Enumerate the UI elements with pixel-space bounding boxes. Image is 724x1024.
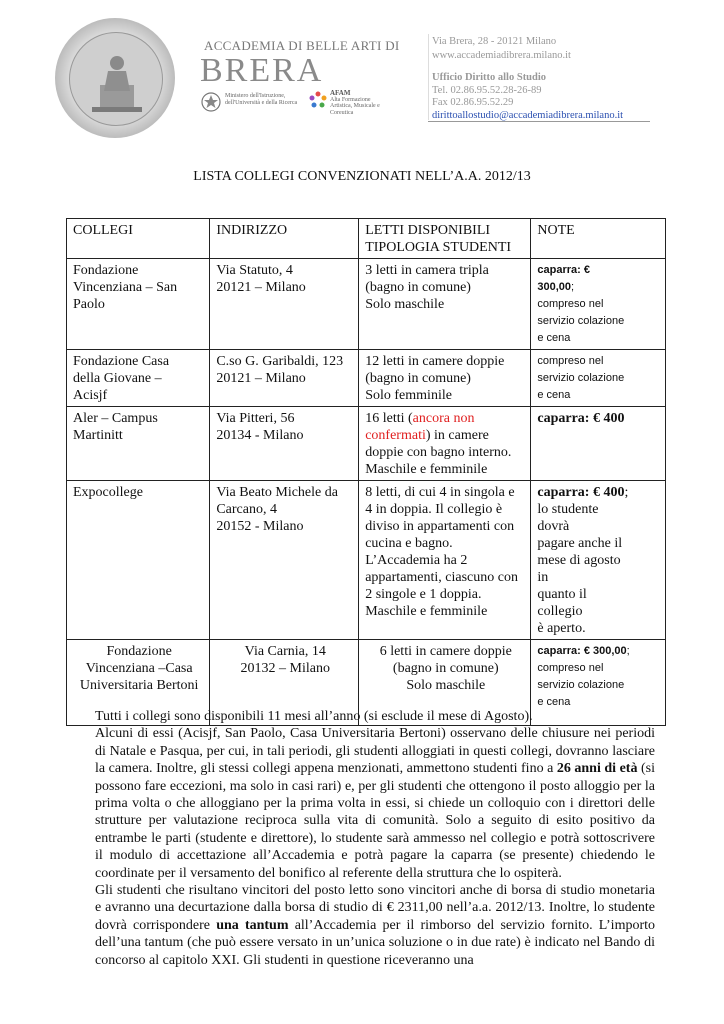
paragraph-availability: Tutti i collegi sono disponibili 11 mesi all’anno (si esclude il mese di Agosto). (95, 709, 533, 724)
academy-line: ACCADEMIA DI BELLE ARTI DI (204, 38, 400, 53)
college-line: Paolo (73, 297, 105, 312)
header-letti-line1: LETTI DISPONIBILI (365, 223, 491, 238)
beds-unconfirmed: ancora non (412, 411, 475, 426)
paragraph-text: Alcuni di essi (Acisjf, San Paolo, Casa Universitaria Bertoni) osservano delle chiusure nei periodi di Natale e Pasqua, per cui, in tali periodi, gli studenti alloggiati in questi collegi, dovranno lasciare la camera. Inoltre, gli stessi collegi appena menzionati, ammettono studenti fino a (95, 726, 655, 777)
note-line: e cena (537, 332, 571, 344)
note-line: è aperto. (537, 621, 586, 636)
header-divider (428, 34, 429, 120)
beds-prefix: 16 letti ( (365, 411, 413, 426)
note-line: pagare anche il (537, 536, 623, 551)
note-line: quanto il (537, 587, 587, 602)
note-deposit-amount: 300,00 (537, 281, 572, 293)
body-text (95, 708, 655, 969)
note-line: e cena (537, 389, 571, 401)
address-line: Via Pitteri, 56 (216, 411, 295, 426)
address-line: Via Statuto, 4 (216, 263, 293, 278)
afam-text (330, 90, 390, 116)
address-line: Via Beato Michele da (216, 485, 338, 500)
beds-line: 6 letti in camere doppie (379, 644, 512, 659)
college-line: Fondazione (106, 644, 172, 659)
address-line: 20152 - Milano (216, 519, 304, 534)
header-letti (359, 219, 531, 259)
college-line: Fondazione (73, 263, 139, 278)
beds-line: (bagno in comune) (365, 371, 471, 386)
college-notes: caparra: € 300,00; compreso nel servizio colazione e cena (531, 640, 666, 726)
college-name (67, 481, 210, 640)
college-line: Vincenziana –Casa (85, 661, 193, 676)
college-line: Expocollege (73, 485, 143, 500)
table-header-row (67, 219, 666, 259)
beds-line: doppie con bagno interno. (365, 445, 512, 460)
college-beds (359, 407, 531, 481)
afam-logo-icon (308, 90, 328, 110)
paragraph-text: Gli studenti che risultano vincitori del posto letto sono vincitori anche di borsa di studio monetaria e avranno una decurtazione dalla borsa di studio di € 2311,00 nell’a.a. 2012/13. Inoltre, lo studente dovrà corrispondere (95, 883, 655, 933)
college-beds (359, 481, 531, 640)
address-line: 20134 - Milano (216, 428, 304, 443)
beds-line: 4 in doppia. Il collegio è (365, 502, 503, 517)
age-limit: 26 anni di età (556, 761, 638, 777)
note-line: e cena (537, 696, 571, 708)
college-name (67, 407, 210, 481)
italian-republic-emblem-icon (200, 91, 222, 113)
college-line: della Giovane – (73, 371, 162, 386)
paragraph-text: (si possono fare eccezioni, ma solo in casi rari) e, per gli studenti che ottengono il posto alloggio per la prima volta o che alloggiano per la prima volta in essi, si chiede un colloquio con i direttori delle strutture per valutazione reciproca sulla vita di comunità. Solo a seguito di esito positivo da entrambe le parti (studente e direttore), lo studente sarà ammesso nel collegio e potrà sottoscrivere il modulo di accettazione all’Accademia e potrà pagare la caparra (se presente) chiedendo le coordinate per il versamento del bonifico al referente della struttura che lo ospiterà. (95, 761, 656, 881)
note-line: servizio colazione (537, 679, 625, 691)
address-line: C.so G. Garibaldi, 123 (216, 354, 344, 369)
note-deposit: caparra: € (537, 264, 590, 276)
college-name (67, 350, 210, 407)
paragraph-scholarship (95, 882, 655, 969)
address-line: 20132 – Milano (240, 661, 330, 676)
college-line: Universitaria Bertoni (79, 678, 199, 693)
college-notes (531, 407, 666, 481)
beds-unconfirmed: confermati (365, 428, 426, 443)
note-line: in (537, 570, 549, 585)
note-line: collegio (537, 604, 583, 619)
college-address (210, 350, 359, 407)
beds-line: Maschile e femminile (365, 462, 488, 477)
note-deposit: caparra: € 300,00 (537, 645, 627, 657)
college-name (67, 259, 210, 350)
college-address (210, 259, 359, 350)
contact-tel: Tel. 02.86.95.52.28-26-89 (432, 85, 542, 96)
address-line: 20121 – Milano (216, 280, 306, 295)
note-line: lo studente (537, 502, 599, 517)
college-line: Fondazione Casa (73, 354, 170, 369)
colleges-table (66, 218, 666, 726)
contact-website: www.accademiadibrera.milano.it (432, 50, 571, 61)
college-line: Vincenziana – San (73, 280, 178, 295)
table-row (67, 481, 666, 640)
una-tantum: una tantum (216, 917, 289, 933)
beds-line: Solo maschile (365, 297, 445, 312)
paragraph-text: all’Accademia per il rimborso del servizio fornito. L’importo dell’una tantum (che può essere versato in un’unica soluzione o in due rate) è indicato nel Bando di concorso al capitolo XXI. Gli studenti in questione riceveranno una (95, 917, 656, 968)
college-line: Acisjf (73, 388, 108, 403)
college-notes (531, 350, 666, 407)
college-notes: caparra: € 300,00; compreso nel servizio colazione e cena (531, 259, 666, 350)
contact-fax: Fax 02.86.95.52.29 (432, 97, 514, 108)
beds-line: appartamenti, ciascuno con (365, 570, 518, 585)
college-beds (359, 350, 531, 407)
note-line: compreso nel (537, 298, 604, 310)
beds-line: (bagno in comune) (392, 661, 499, 676)
note-line: mese di agosto (537, 553, 621, 568)
college-beds (359, 259, 531, 350)
beds-line: Maschile e femminile (365, 604, 488, 619)
beds-line: 2 singole e 1 doppia. (365, 587, 482, 602)
college-line: Martinitt (73, 428, 123, 443)
header-note: NOTE (531, 219, 666, 259)
note-deposit: caparra: € 400 (537, 411, 625, 426)
college-notes: caparra: € 400; lo studente dovrà pagare anche il mese di agosto in quanto il collegio è aperto. (531, 481, 666, 640)
contact-address: Via Brera, 28 - 20121 Milano (432, 36, 557, 47)
table-row (67, 350, 666, 407)
afam-subtitle: Alta Formazione Artistica, Musicale e Coreutica (330, 96, 380, 116)
header-collegi: COLLEGI (67, 219, 210, 259)
beds-line: L’Accademia ha 2 (365, 553, 468, 568)
academy-seal-logo (55, 18, 175, 138)
note-line: dovrà (537, 519, 570, 534)
beds-line: Solo maschile (406, 678, 486, 693)
table-row (67, 259, 666, 350)
college-address (210, 481, 359, 640)
academy-name: BRERA (200, 52, 324, 89)
college-address (210, 407, 359, 481)
college-line: Aler – Campus (73, 411, 158, 426)
header-rule (428, 121, 650, 122)
paragraph-rules (95, 725, 655, 882)
address-line: Carcano, 4 (216, 502, 277, 517)
beds-line: 8 letti, di cui 4 in singola e (365, 485, 515, 500)
table-row (67, 407, 666, 481)
beds-line: cucina e bagno. (365, 536, 453, 551)
beds-line: 3 letti in camera tripla (365, 263, 489, 278)
beds-suffix: ) in camere (425, 428, 489, 443)
beds-line: (bagno in comune) (365, 280, 471, 295)
beds-line: Solo femminile (365, 388, 452, 403)
address-line: 20121 – Milano (216, 371, 306, 386)
note-line: servizio colazione (537, 372, 625, 384)
page-title: LISTA COLLEGI CONVENZIONATI NELL’A.A. 2012/13 (193, 169, 531, 184)
note-line: compreso nel (537, 355, 604, 367)
ministry-text: Ministero dell'Istruzione, dell'Università e della Ricerca (225, 93, 298, 106)
beds-line: diviso in appartamenti con (365, 519, 515, 534)
note-line: servizio colazione (537, 315, 625, 327)
note-deposit: caparra: € 400 (537, 485, 625, 500)
header-indirizzo: INDIRIZZO (210, 219, 359, 259)
beds-line: 12 letti in camere doppie (365, 354, 505, 369)
contact-email: dirittoallostudio@accademiadibrera.milano.it (432, 110, 624, 121)
header-letti-line2: TIPOLOGIA STUDENTI (365, 240, 512, 255)
address-line: Via Carnia, 14 (244, 644, 326, 659)
note-line: compreso nel (537, 662, 604, 674)
contact-office: Ufficio Diritto allo Studio (432, 72, 547, 83)
afam-title: AFAM (330, 89, 351, 97)
